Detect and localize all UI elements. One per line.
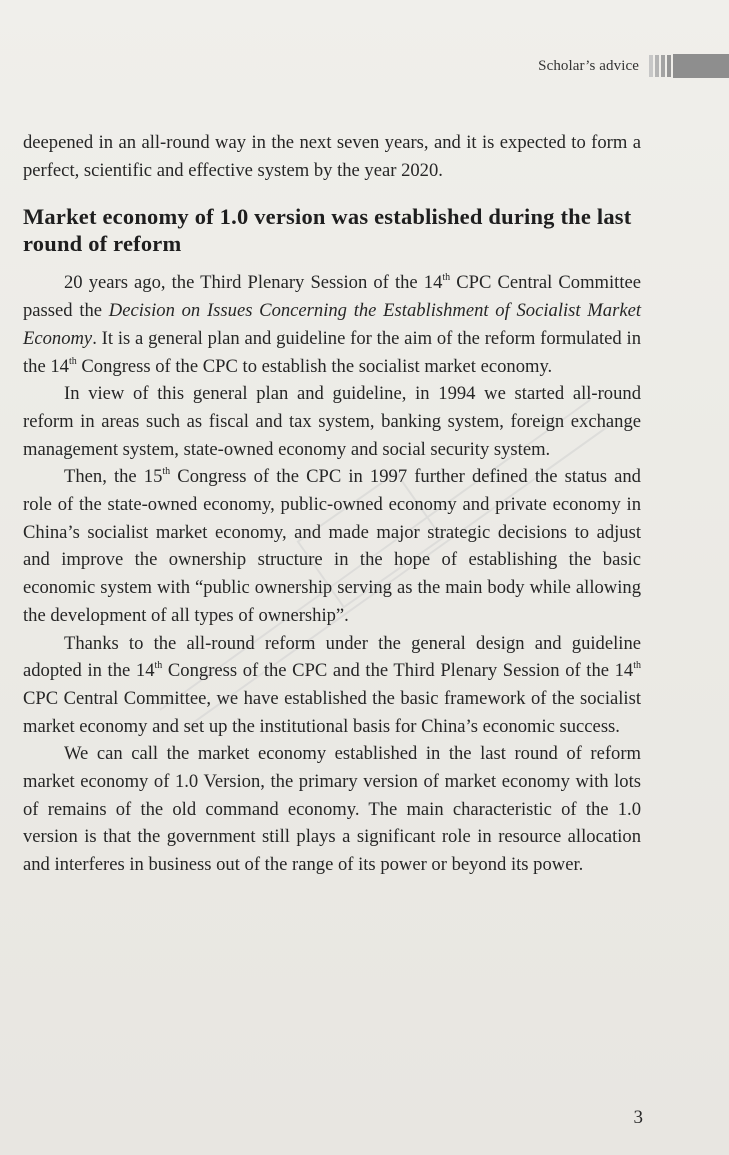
superscript: th <box>68 355 77 367</box>
para4-text-c: CPC Central Committee, we have established the basic framework of the socialist market economy and set up the institutional basis for China’s economic success. <box>23 687 641 737</box>
header-bars-decoration <box>649 54 729 78</box>
para1-text-d: Congress of the CPC to establish the socialist market economy. <box>76 355 553 377</box>
page-content <box>23 129 641 879</box>
header-bar <box>661 55 665 77</box>
superscript: th <box>633 660 642 672</box>
superscript: th <box>154 660 163 672</box>
para3-text-b: Congress of the CPC in 1997 further defined the status and role of the state-owned economy, public-owned economy and private economy in China’s socialist market economy, and made major strategic decisions to adjust and improve the ownership structure in the hope of establishing the basic economic system with “public ownership serving as the main body while allowing the development of all types of ownership”. <box>23 466 641 626</box>
header-bar <box>667 55 671 77</box>
superscript: th <box>442 272 451 284</box>
document-title-italic: Decision on Issues Concerning the Establishment of Socialist Market Economy <box>23 300 641 349</box>
para4-text-b: Congress of the CPC and the Third Plenary Session of the 14 <box>162 660 634 682</box>
paragraph-2: In view of this general plan and guideline, in 1994 we started all-round reform in areas such as fiscal and tax system, banking system, foreign exchange management system, state-owned economy and social security system. <box>23 383 641 460</box>
header-block <box>673 54 729 78</box>
superscript: th <box>162 466 171 478</box>
para4-text-a: Thanks to the all-round reform under the general design and guideline adopted in the 14 <box>23 632 641 682</box>
running-header <box>538 54 729 78</box>
para1-text-c: . It is a general plan and guideline for the aim of the reform formulated in the 14 <box>23 327 641 377</box>
running-title: Scholar’s advice <box>538 57 639 74</box>
paragraph-4 <box>23 630 641 741</box>
section-heading: Market economy of 1.0 version was established during the last round of reform <box>23 204 632 257</box>
para3-text-a: Then, the 15 <box>64 466 163 488</box>
intro-paragraph: deepened in an all-round way in the next seven years, and it is expected to form a perfect, scientific and effective system by the year 2020. <box>23 132 641 181</box>
header-bar <box>649 55 653 77</box>
paragraph-1 <box>23 269 641 380</box>
page-number: 3 <box>633 1107 643 1128</box>
para1-text-b: CPC Central Committee passed the <box>23 272 641 322</box>
header-bar <box>655 55 659 77</box>
paragraph-3 <box>23 463 641 629</box>
para1-text-a: 20 years ago, the Third Plenary Session of the 14 <box>64 272 443 294</box>
paragraph-5: We can call the market economy established in the last round of reform market economy of 1.0 Version, the primary version of market economy with lots of remains of the old command economy. The main characteristic of the 1.0 version is that the government still plays a significant role in resource allocation and interferes in business out of the range of its power or beyond its power. <box>23 743 641 876</box>
